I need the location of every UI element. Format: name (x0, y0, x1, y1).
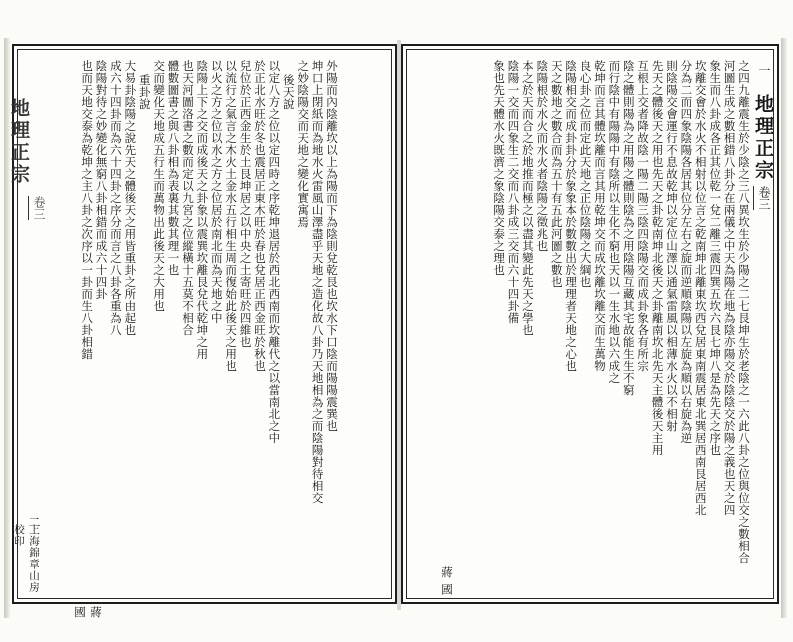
text-column: 以定八方之位以定四時之序乾坤退居於西北西南而坎離代之以當南北之中 (267, 60, 282, 444)
text-column: 分為二而四象陰陽各居其位分左右之旋而逆順陰陽以左旋為順以右旋為逆 (679, 60, 694, 444)
text-column: 交而變化天地成五行生而萬物出此後天之大用也 (152, 60, 167, 312)
text-column: 本之於天而合之於地推而極之以盡其變此先天之學也 (520, 60, 535, 336)
text-column: 則陰陽交會運行不息故乾坤以定位山澤以通氣雷風以相薄水火以不相射 (664, 60, 679, 432)
right-page-text (429, 60, 751, 592)
text-column: 於正北水旺於冬也震居正東木旺於春也兌居正西金旺於秋也 (252, 60, 267, 372)
text-column: 陰陽上下之交而成後天之卦象以震巽坎離艮兌代乾坤之用 (195, 60, 210, 360)
section-heading: 後天說 (281, 74, 296, 110)
text-column: 之四九離震生於少陰之三八異坎生於少陽之二七艮坤生於老陰之一六此八卦之位與位交之數相合 (737, 60, 751, 564)
left-page (8, 44, 397, 624)
text-column: 陰陽一交而四象生二交而八卦成三交而六十四卦備 (506, 60, 521, 324)
right-book-title: 地理正宗 (752, 94, 774, 182)
text-column: 外陽而內陰離坎以上為陽而下為陰則兌乾艮也坎水下口陰而陽陽震巽也 (325, 60, 339, 432)
text-column: 以流行之氣言之木火土金水五行相生周而復始此後天之用也 (224, 60, 239, 372)
left-book-title: 地理正宗 (8, 98, 30, 186)
right-chapter-tag: 卷三 (753, 186, 773, 210)
text-column: 之妙陰陽交而天地之變化實寓焉 (296, 60, 311, 228)
left-chapter-tag: 卷三 (28, 196, 48, 220)
right-signature: 蔣國 (440, 566, 454, 601)
text-column: 陰陽根於水火而水火者陰陽之徵兆也 (535, 60, 550, 252)
text-column: 也而天地交泰為乾坤之主八卦之次序以一卦而生八卦相錯 (80, 60, 95, 360)
left-page-number: 二 (27, 516, 41, 528)
text-column: 乾坤而言其體坎離而言其用乾坤交而成坎離坎離交而生萬物 (592, 60, 607, 372)
text-column: 先天之體後天之用也先天之卦乾南坤北後天之卦離南坎北先天主體後天主用 (650, 60, 665, 456)
text-column: 坤口上閉紙而為地水火雷風山澤盡乎天地之造化故八卦乃天地相為之而陰陽對待相交 (310, 60, 325, 504)
text-column: 坎離交會於水火不相射以位言之乾南坤北離東坎西兌居東南震居東北巽居西南艮居西北 (693, 60, 708, 516)
text-column: 天之數地之數合而為五十有五此河圖之數也 (549, 60, 564, 288)
text-column: 陰陽相交而成卦卦分於象象本於數數出於理理者天地之心也 (564, 60, 579, 372)
text-column: 體數圖書之與八卦相為表裏其數其理一也 (166, 60, 181, 276)
text-column: 成六十四卦而為六十四卦之序分而言之八卦各重為八 (108, 60, 123, 336)
text-column: 陰之體則陽為之用陽之體則陰為之用陰陽互藏其宅故能生生不窮 (621, 60, 636, 396)
text-column: 互根上交者降故陰一陽二陽三陰四陰陽交而成卦象各有所宗 (636, 60, 651, 372)
right-page (401, 44, 779, 604)
right-page-edge (781, 38, 787, 618)
left-page-text (32, 60, 339, 592)
text-column: 象生而八卦成各正其位乾一兌二離三震四巽五坎六艮七坤八是為先天之序也 (708, 60, 723, 456)
text-column: 象也先天體水火既濟之象陰陽交泰之理也 (492, 60, 507, 276)
text-column: 以火之方之位以水之方之位居於南北而為天地之中 (209, 60, 224, 324)
text-column: 大易卦陰陽之說先天之體後天之用皆重卦之所由起也 (123, 60, 138, 336)
text-column: 也天河圖洛書之數而定以九宮之位縱橫十五莫不相合 (180, 60, 195, 336)
section-heading: 重卦說 (137, 74, 152, 110)
text-column: 而行陰中有陽陽中有陰所以生化不窮也天以一生水地以六成之 (607, 60, 622, 384)
right-page-number: 一 (757, 64, 771, 76)
publisher-imprint: 上海錦章山房校印 (13, 524, 40, 593)
text-column: 良心卦之位而定此天地之正位陰陽之大綱也 (578, 60, 593, 288)
text-column: 陰陽對待之妙變化無窮八卦相錯而成六十四卦 (94, 60, 109, 300)
text-column: 兒位於正西金生於土艮坤居之以中央之土寄旺於四維也 (238, 60, 253, 348)
left-signature: 蔣國 (73, 606, 103, 624)
text-column: 河圖生成之數相錯八卦分在兩儀之中天為陽在地為陰亦陽交於陰陰交於陽之義也天之四 (722, 60, 737, 516)
